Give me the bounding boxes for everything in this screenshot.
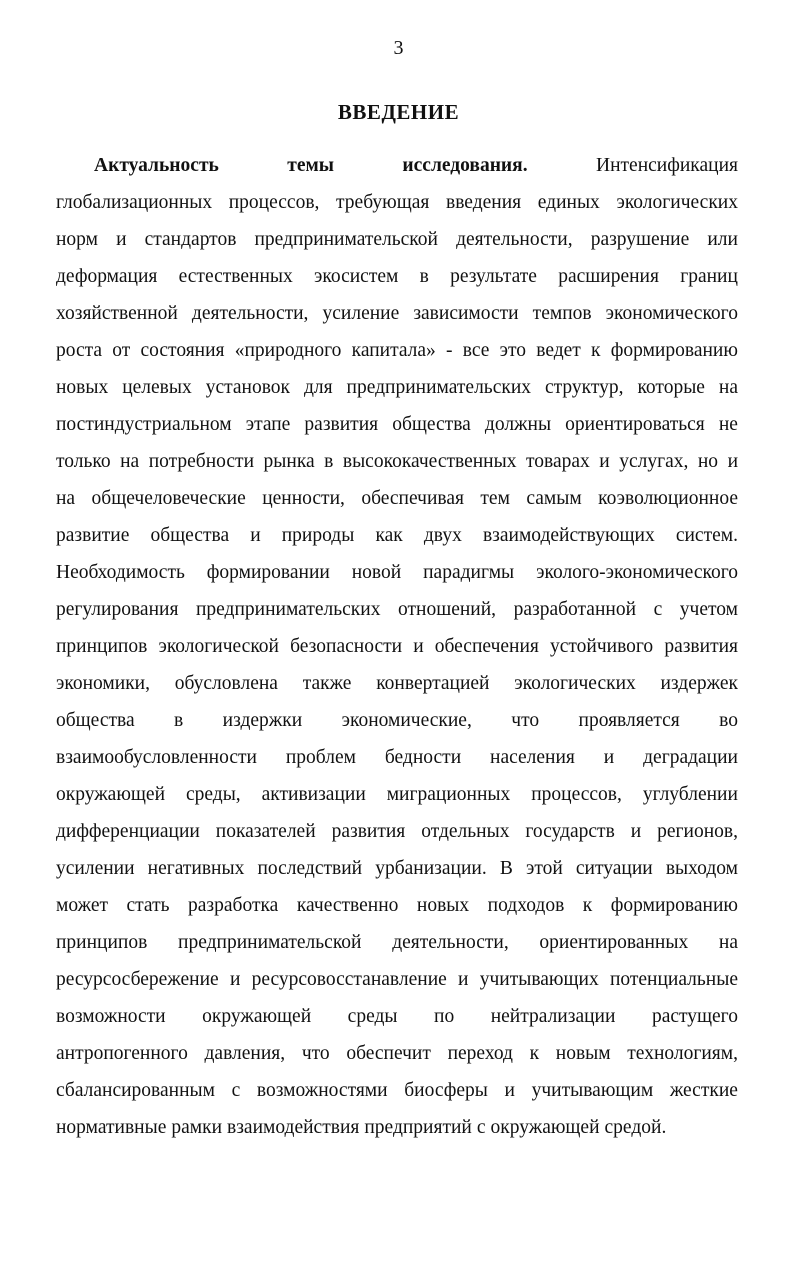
word: технологиям,: [627, 1043, 738, 1064]
word: ведет: [536, 340, 581, 361]
word: растущего: [651, 1006, 738, 1027]
word: самым: [526, 488, 582, 509]
text-line: [56, 632, 738, 669]
page-number: 3: [393, 37, 404, 59]
word: с: [476, 1117, 486, 1138]
word: окружающей: [202, 1006, 312, 1027]
word: предпринимательской: [254, 229, 438, 250]
word: жесткие: [669, 1080, 738, 1101]
word: ориентироваться: [565, 414, 705, 435]
word: показателей: [215, 821, 316, 842]
word: границ: [680, 266, 738, 287]
word: разработка: [188, 895, 279, 916]
word: окружающей: [56, 784, 166, 805]
word: государств: [525, 821, 615, 842]
word: как: [375, 525, 403, 546]
word: в: [419, 266, 429, 287]
word: ресурсосбережение: [56, 969, 219, 990]
text-line: [56, 1113, 738, 1150]
word: развитие: [56, 525, 130, 546]
word: населения: [490, 747, 575, 768]
word: это: [499, 340, 527, 361]
word: единых: [537, 192, 600, 213]
word: на: [718, 377, 738, 398]
word: темпов: [532, 303, 592, 324]
word: стать: [126, 895, 170, 916]
text-line: [56, 1039, 738, 1076]
word: переход: [447, 1043, 513, 1064]
word: издержек: [660, 673, 738, 694]
word: этой: [525, 858, 563, 879]
word: требующая: [336, 192, 430, 213]
word: глобализационных: [56, 192, 213, 213]
word: и: [413, 636, 424, 657]
word: учитывающим: [531, 1080, 654, 1101]
text-line: [56, 928, 738, 965]
word: учитывающих: [479, 969, 599, 990]
text-line: [56, 706, 738, 743]
word: и: [727, 451, 738, 472]
word: предприятий: [364, 1117, 472, 1138]
word: и: [458, 969, 469, 990]
word: природы: [281, 525, 355, 546]
word: биосферы: [404, 1080, 488, 1101]
text-line: [56, 595, 738, 632]
word: что: [511, 710, 540, 731]
word: к: [529, 1043, 540, 1064]
word: «природного: [234, 340, 342, 361]
word: предпринимательских: [195, 599, 381, 620]
text-line: [56, 188, 738, 225]
text-line: [56, 558, 738, 595]
word: урбанизации.: [375, 858, 487, 879]
word: с: [653, 599, 663, 620]
word: но: [697, 451, 719, 472]
word: подходов: [487, 895, 565, 916]
word: роста: [56, 340, 103, 361]
word: новой: [351, 562, 402, 583]
word: систем.: [675, 525, 738, 546]
word: обеспечит: [346, 1043, 431, 1064]
word: общества: [150, 525, 230, 546]
word: процессов,: [228, 192, 320, 213]
word: и: [630, 821, 642, 842]
word: общечеловеческие: [91, 488, 246, 509]
word: отношений,: [398, 599, 497, 620]
word: выходом: [665, 858, 738, 879]
word: отдельных: [421, 821, 510, 842]
word: с: [231, 1080, 241, 1101]
word: экологических: [616, 192, 738, 213]
word: принципов: [56, 636, 148, 657]
word: активизации: [261, 784, 366, 805]
word: ориентированных: [539, 932, 689, 953]
word: общества: [56, 710, 135, 731]
text-line: [56, 299, 738, 336]
word: формировании: [206, 562, 330, 583]
text-line: [56, 669, 738, 706]
word: темы: [287, 155, 334, 176]
word: тем: [480, 488, 510, 509]
text-line: [56, 891, 738, 928]
text-line: [56, 410, 738, 447]
word: формированию: [610, 340, 738, 361]
word: дифференциации: [56, 821, 200, 842]
text-line: [56, 151, 738, 188]
text-line: [56, 262, 738, 299]
word: деятельности,: [392, 932, 509, 953]
word: последствий: [257, 858, 363, 879]
word: от: [112, 340, 131, 361]
word: экономического: [605, 303, 738, 324]
text-line: [56, 965, 738, 1002]
word: на: [56, 488, 76, 509]
word: нормативные: [56, 1117, 167, 1138]
word: экологических: [514, 673, 636, 694]
word: и: [599, 451, 610, 472]
word: регионов,: [657, 821, 738, 842]
word: и: [603, 747, 615, 768]
word: естественных: [178, 266, 293, 287]
word: установок: [205, 377, 291, 398]
word: нейтрализации: [490, 1006, 616, 1027]
word: обусловлена: [174, 673, 278, 694]
word: деятельности,: [191, 303, 309, 324]
word: принципов: [56, 932, 148, 953]
word: окружающей: [490, 1117, 600, 1138]
text-line: [56, 336, 738, 373]
word: Необходимость: [56, 562, 185, 583]
word: усилении: [56, 858, 135, 879]
word: усиление: [322, 303, 400, 324]
word: издержки: [222, 710, 303, 731]
word: обеспечения: [434, 636, 539, 657]
word: возможностями: [256, 1080, 388, 1101]
word: ситуации: [575, 858, 653, 879]
word: давления,: [204, 1043, 286, 1064]
word: коэволюционное: [598, 488, 738, 509]
word: парадигмы: [423, 562, 515, 583]
word: новых: [56, 377, 109, 398]
word: товарах: [525, 451, 590, 472]
word: сбалансированным: [56, 1080, 215, 1101]
text-line: [56, 780, 738, 817]
word: конвертацией: [376, 673, 490, 694]
word: деятельности,: [456, 229, 573, 250]
word: экологической: [158, 636, 279, 657]
word: потенциальные: [609, 969, 738, 990]
word: миграционных: [386, 784, 511, 805]
word: деградации: [643, 747, 738, 768]
word: среды: [347, 1006, 398, 1027]
word: формированию: [610, 895, 738, 916]
word: общества: [392, 414, 471, 435]
word: взаимообусловленности: [56, 747, 257, 768]
text-line: [56, 447, 738, 484]
word: развития: [304, 414, 379, 435]
word: устойчивого: [550, 636, 654, 657]
word: не: [718, 414, 738, 435]
text-line: [56, 854, 738, 891]
word: углублении: [642, 784, 738, 805]
word: целевых: [122, 377, 192, 398]
word: может: [56, 895, 108, 916]
word: состояния: [140, 340, 225, 361]
word: разрушение: [590, 229, 690, 250]
word: учетом: [679, 599, 738, 620]
word: развития: [331, 821, 406, 842]
text-line: [56, 373, 738, 410]
text-line: [56, 484, 738, 521]
word: этапе: [245, 414, 291, 435]
text-line: [56, 817, 738, 854]
word: постиндустриальном: [56, 414, 232, 435]
word: по: [434, 1006, 455, 1027]
word: В: [499, 858, 513, 879]
word: норм: [56, 229, 98, 250]
word: Актуальность: [94, 155, 219, 176]
word: к: [591, 340, 601, 361]
word: новым: [555, 1043, 611, 1064]
word: рамки: [171, 1117, 223, 1138]
word: для: [303, 377, 333, 398]
word: экономические,: [341, 710, 472, 731]
word: исследования.: [402, 155, 528, 176]
word: и: [504, 1080, 515, 1101]
word: проявляется: [578, 710, 680, 731]
word: во: [719, 710, 738, 731]
word: к: [582, 895, 593, 916]
word: новых: [416, 895, 470, 916]
word: предпринимательской: [178, 932, 362, 953]
word: на: [120, 451, 140, 472]
word: взаимодействующих: [482, 525, 655, 546]
word: бедности: [384, 747, 462, 768]
word: введения: [446, 192, 522, 213]
word: экосистем: [314, 266, 399, 287]
word: что: [301, 1043, 330, 1064]
word: взаимодействия: [227, 1117, 360, 1138]
word: ресурсовосстанавление: [251, 969, 447, 990]
word: структур,: [544, 377, 624, 398]
word: также: [302, 673, 352, 694]
word: обеспечивая: [361, 488, 464, 509]
word: капитала»: [351, 340, 436, 361]
word: негативных: [147, 858, 245, 879]
word: качественно: [296, 895, 399, 916]
word: возможности: [56, 1006, 166, 1027]
word: -: [446, 340, 453, 361]
word: зависимости: [413, 303, 519, 324]
word: в: [324, 451, 334, 472]
word: рынка: [263, 451, 315, 472]
word: потребности: [148, 451, 255, 472]
word: на: [718, 932, 738, 953]
word: Интенсификация: [596, 155, 738, 176]
body-paragraph: [56, 151, 738, 1150]
word: и: [229, 969, 241, 990]
word: экономики,: [56, 673, 150, 694]
word: стандартов: [144, 229, 237, 250]
word: безопасности: [290, 636, 403, 657]
word: разработанной: [513, 599, 637, 620]
word: результате: [450, 266, 537, 287]
word: или: [707, 229, 738, 250]
word: антропогенного: [56, 1043, 188, 1064]
word: регулирования: [56, 599, 179, 620]
word: средой.: [604, 1117, 667, 1138]
word: и: [116, 229, 127, 250]
word: эколого-экономического: [536, 562, 738, 583]
text-line: [56, 1002, 738, 1039]
word: двух: [423, 525, 462, 546]
word: и: [250, 525, 261, 546]
text-line: [56, 1076, 738, 1113]
word: услугах,: [619, 451, 689, 472]
word: расширения: [558, 266, 659, 287]
word: высококачественных: [342, 451, 517, 472]
word: только: [56, 451, 111, 472]
text-line: [56, 743, 738, 780]
section-title: ВВЕДЕНИЕ: [337, 100, 460, 124]
word: деформация: [56, 266, 158, 287]
text-line: [56, 225, 738, 262]
word: среды,: [185, 784, 241, 805]
word: проблем: [285, 747, 356, 768]
word: процессов,: [531, 784, 622, 805]
word: должны: [484, 414, 552, 435]
word: развития: [664, 636, 738, 657]
word: в: [174, 710, 184, 731]
word: которые: [637, 377, 705, 398]
word: хозяйственной: [56, 303, 178, 324]
word: все: [462, 340, 490, 361]
text-line: [56, 521, 738, 558]
word: предпринимательских: [346, 377, 532, 398]
word: ценности,: [262, 488, 345, 509]
